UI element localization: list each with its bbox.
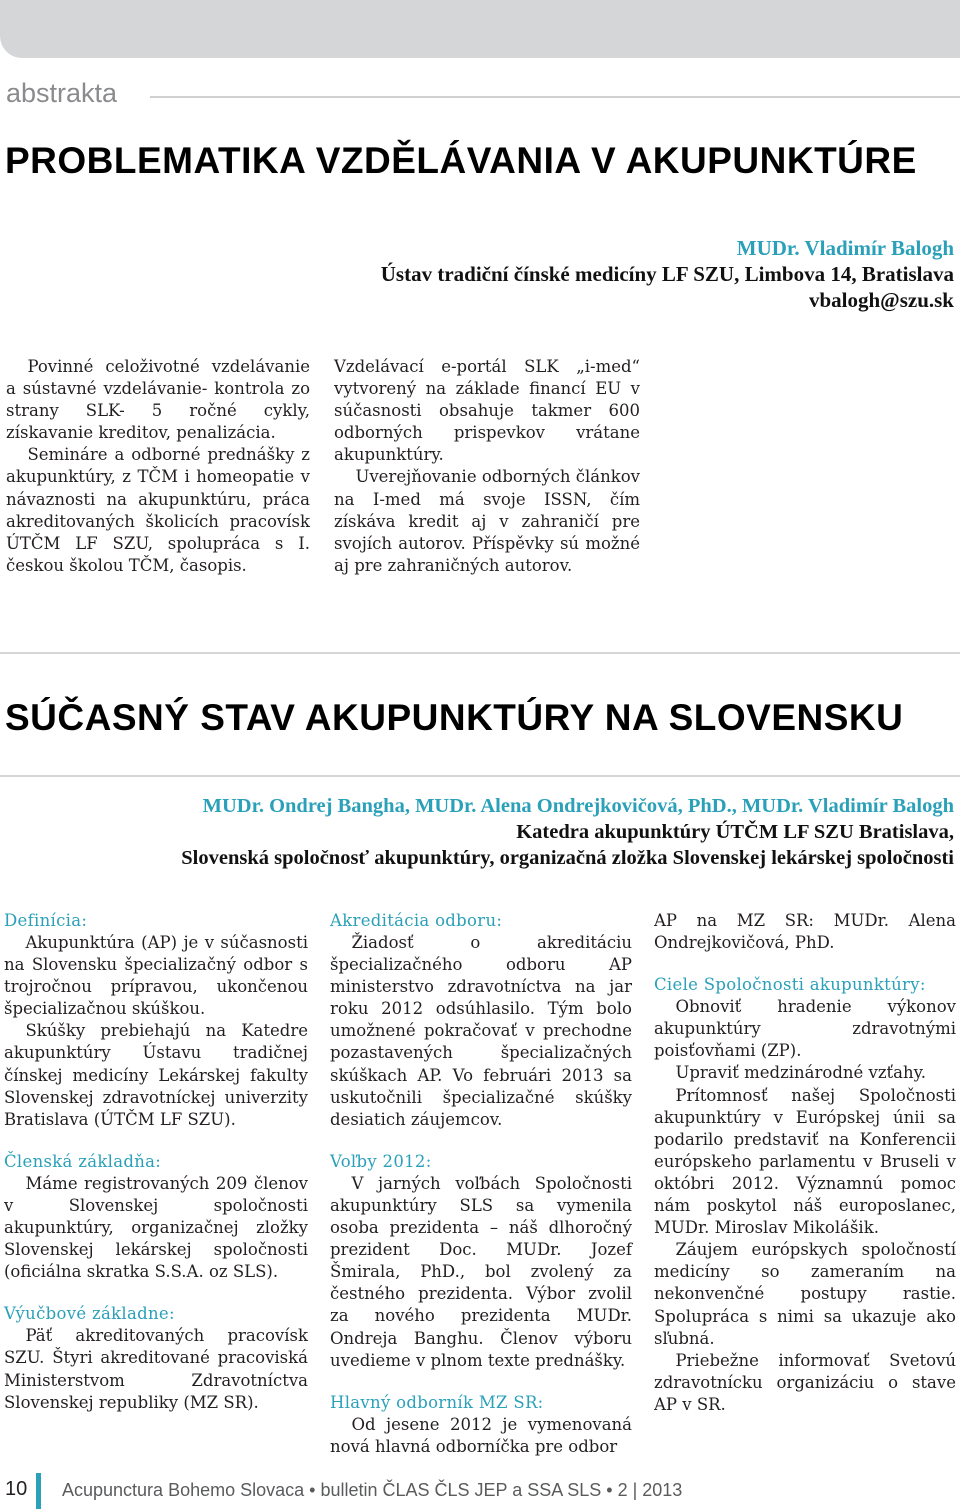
paragraph: Žiadosť o akreditáciu špecializačného odboru AP ministerstvo zdravotníctva na jar roku 2012 odsúhlasilo. Tým bolo umožnené pokračovať v prechodne pozastavených špecializačných skúškach AP. Vo februári 2013 sa uskutočnili špecializačné skúšky desiatich záujemcov. [330, 933, 632, 1129]
paragraph: Od jesene 2012 je vymenovaná nová hlavná odborníčka pre odbor [330, 1414, 632, 1456]
article2-byline [181, 793, 954, 871]
section-label: abstrakta [6, 78, 118, 108]
article2-title: SÚČASNÝ STAV AKUPUNKTÚRY NA SLOVENSKU [5, 697, 904, 738]
paragraph: Záujem európskych spoločností medicíny so zameraním na nekonvenčné postupy rastie. Spolupráca s nimi sa ukazuje ako sľubná. [654, 1240, 956, 1348]
top-banner [0, 0, 960, 58]
article2-column-3 [654, 910, 956, 1416]
paragraph: Päť akreditovaných pracovísk SZU. Štyri akreditované pracoviská Ministerstvom Zdravotníctva Slovenskej republiky (MZ SR). [4, 1326, 308, 1412]
heading-akreditacia: Akreditácia odboru: [330, 911, 503, 930]
heading-ciele: Ciele Spoločnosti akupunktúry: [654, 975, 926, 995]
paragraph: Upraviť medzinárodné vzťahy. [675, 1063, 927, 1083]
heading-definicia: Definícia: [4, 911, 88, 930]
article1-left-column [6, 356, 310, 577]
heading-hlavny-odbornik: Hlavný odborník MZ SR: [330, 1392, 544, 1412]
paragraph: Skúšky prebiehajú na Katedre akupunktúry Ústavu tradičnej čínskej medicíny Lekárskej fakulty Slovenskej zdravotníckej univerzity Bratislava (ÚTČM LF SZU). [4, 1021, 308, 1129]
footer-text: Acupunctura Bohemo Slovaca • bulletin ČLAS ČLS JEP a SSA SLS • 2 | 2013 [62, 1480, 683, 1500]
article2-column-1 [4, 910, 308, 1414]
heading-volby: Voľby 2012: [330, 1151, 432, 1171]
paragraph: Obnoviť hradenie výkonov akupunktúry zdravotnými poisťovňami (ZP). [654, 997, 956, 1061]
footer-accent-bar [36, 1473, 41, 1509]
paragraph: V jarných voľbách Spoločnosti akupunktúry SLS sa vymenila osoba prezidenta – náš dlhoročný prezident Doc. MUDr. Jozef Šmirala, PhD., bol zvolený za čestného prezidenta. Výbor zvolil za nového prezidenta MUDr. Ondreja Banghu. Členov výboru uvedieme v plnom texte prednášky. [330, 1173, 632, 1370]
page-number: 10 [5, 1478, 28, 1500]
article1-byline [381, 235, 954, 313]
paragraph: AP na MZ SR: MUDr. Alena Ondrejkovičová, PhD. [654, 911, 956, 953]
paragraph: Uverejňovanie odborných článkov na I-med má svoje ISSN, čím získáva kredit aj v zahraničí pre svojích autorov. Příspěvky sú možné aj pre zahraničných autorov. [334, 467, 641, 575]
paragraph: Akupunktúra (AP) je v súčasnosti na Slovensku špecializačný odbor s trojročnou prípravou, ukončenou špecializačnou skúškou. [4, 933, 308, 1019]
section-rule [150, 96, 960, 98]
paragraph: Vzdelávací e-portál SLK „i-med“ vytvorený na základe financí EU v súčasnosti obsahuje takmer 600 odborných prispevkov vrátane akupunktúry. [334, 357, 640, 465]
article1-author: MUDr. Vladimír Balogh [736, 236, 954, 260]
paragraph: Priebežne informovať Svetovú zdravotnícku organizáciu o stave AP v SR. [654, 1350, 956, 1414]
article1-title: PROBLEMATIKA VZDĚLÁVANIA V AKUPUNKTÚRE [5, 140, 917, 181]
article2-authors: MUDr. Ondrej Bangha, MUDr. Alena Ondrejkovičová, PhD., MUDr. Vladimír Balogh [202, 795, 954, 817]
divider [0, 775, 960, 777]
paragraph: Prítomnosť našej Spoločnosti akupunktúry v Európskej únii sa podarilo predstaviť na Konferencii európskeho parlamentu v Bruseli v októbri 2012. Významnú pomoc nám poskytol náš europoslanec, MUDr. Miroslav Mikolášik. [654, 1085, 956, 1238]
paragraph: Semináre a odborné prednášky z akupunktúry, z TČM i homeopatie v návaznosti na akupunktúru, práca akreditovaných školicích pracovísk ÚTČM LF SZU, spolupráca s I. českou školou TČM, časopis. [6, 445, 310, 575]
heading-clenska: Členská základňa: [4, 1151, 162, 1171]
article2-affiliation-1: Katedra akupunktúry ÚTČM LF SZU Bratislava, [516, 821, 954, 843]
paragraph: Máme registrovaných 209 členov v Slovenskej spoločnosti akupunktúry, organizačnej zložky Slovenskej lekárskej spoločnosti (oficiálna skratka S.S.A. oz SLS). [4, 1173, 308, 1282]
article2-column-2 [330, 910, 632, 1458]
divider [0, 652, 960, 654]
article1-right-column [334, 356, 640, 577]
article1-email: vbalogh@szu.sk [808, 288, 954, 312]
paragraph: Povinné celoživotné vzdelávanie a sústavné vzdelávanie- kontrola zo strany SLK- 5 ročné cykly, získavanie kreditov, penalizácia. [6, 357, 310, 443]
article2-affiliation-2: Slovenská spoločnosť akupunktúry, organizačná zložka Slovenskej lekárskej spoločnosti [181, 847, 954, 869]
article1-affiliation: Ústav tradiční čínské medicíny LF SZU, Limbova 14, Bratislava [380, 262, 954, 286]
heading-vyucbove: Výučbové základne: [4, 1304, 175, 1324]
